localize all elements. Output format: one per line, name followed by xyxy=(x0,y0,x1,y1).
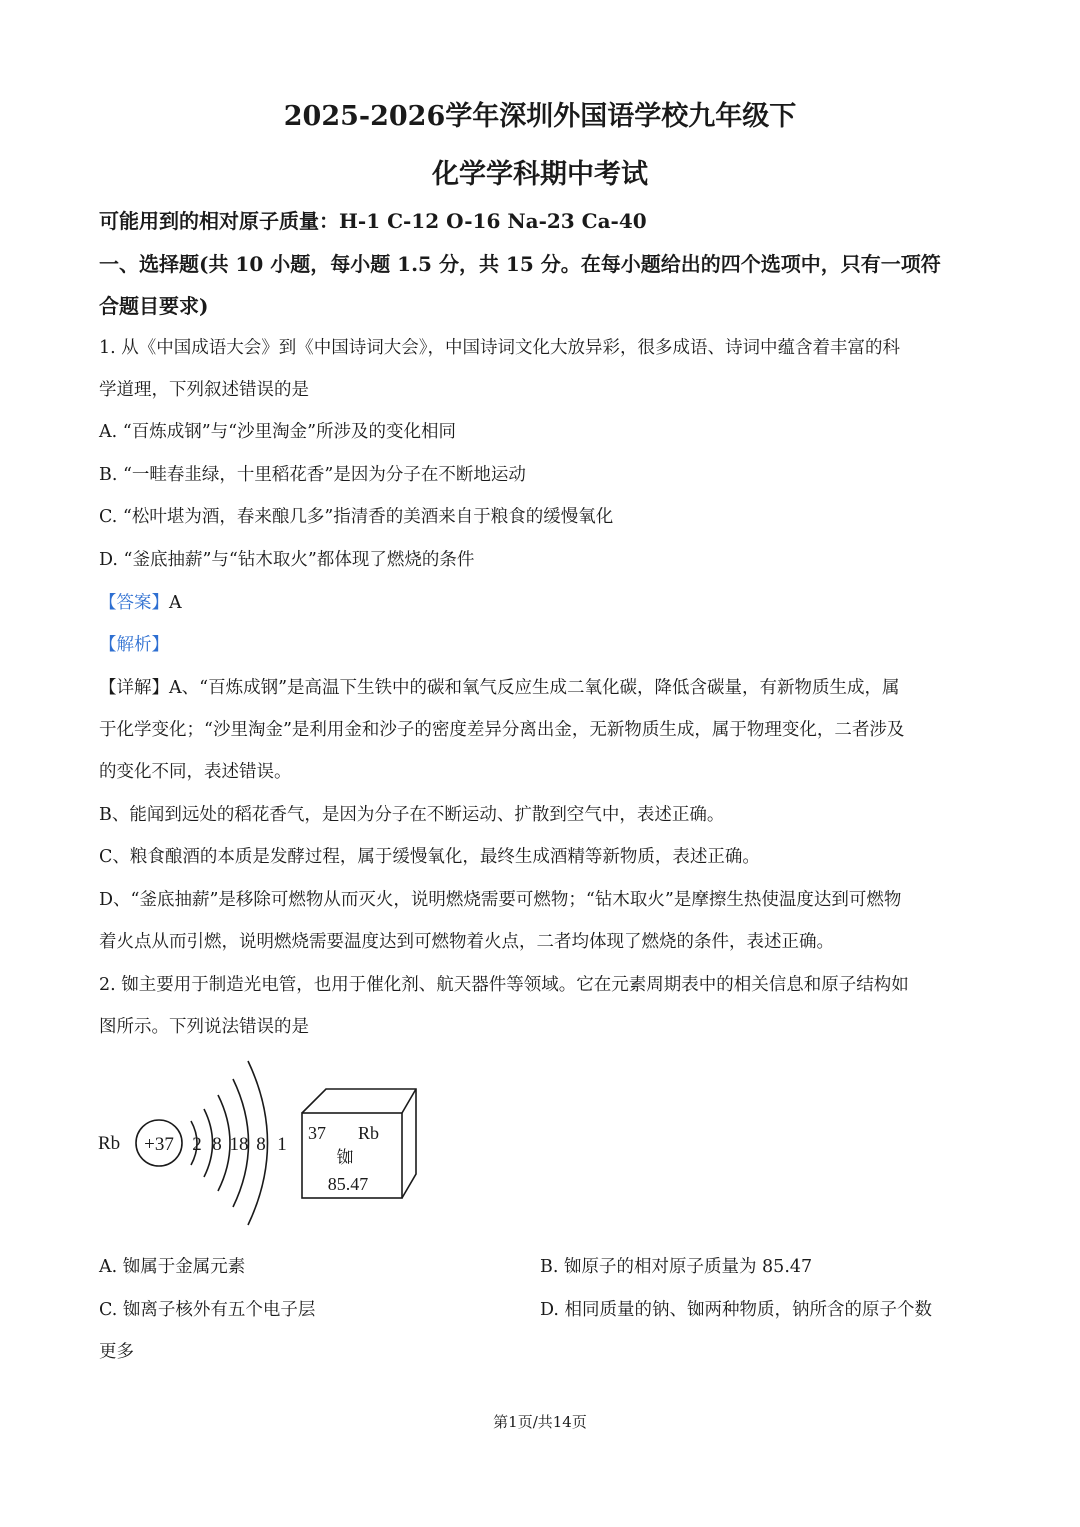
section-heading-line2: 合题目要求) xyxy=(99,294,209,318)
q1-option-c: C. “松叶堪为酒，春来酿几多”指清香的美酒来自于粮食的缓慢氧化 xyxy=(99,507,614,527)
q2-option-d-line2: 更多 xyxy=(99,1342,134,1362)
q2-option-c: C. 铷离子核外有五个电子层 xyxy=(99,1300,316,1320)
nucleus-charge: +37 xyxy=(144,1134,174,1155)
q1-detail-line2: 于化学变化；“沙里淘金”是利用金和沙子的密度差异分离出金，无新物质生成，属于物理变化，二者涉及 xyxy=(99,720,905,740)
q1-option-a: A. “百炼成钢”与“沙里淘金”所涉及的变化相同 xyxy=(99,422,457,442)
shell-count-5: 1 xyxy=(277,1134,287,1155)
element-mass: 85.47 xyxy=(327,1174,369,1194)
q1-option-b: B. “一畦春韭绿，十里稻花香”是因为分子在不断地运动 xyxy=(99,465,526,485)
atom-symbol-label: Rb xyxy=(98,1133,121,1154)
shell-count-1: 2 xyxy=(192,1134,202,1155)
answer-label: 【答案】 xyxy=(99,593,169,613)
q2-stem-line1: 2. 铷主要用于制造光电管，也用于催化剂、航天器件等领域。它在元素周期表中的相关信息和原子结构如 xyxy=(99,975,909,995)
detail-label: 【详解】 xyxy=(99,678,169,698)
q1-stem-line1: 1. 从《中国成语大会》到《中国诗词大会》，中国诗词文化大放异彩，很多成语、诗词中蕴含着丰富的科 xyxy=(99,338,901,358)
q2-stem-line2: 图所示。下列说法错误的是 xyxy=(99,1017,309,1037)
exam-title-line1: 2025-2026学年深圳外国语学校九年级下 xyxy=(283,101,797,132)
element-atomic-number: 37 xyxy=(308,1123,326,1143)
q2-option-a: A. 铷属于金属元素 xyxy=(99,1257,246,1277)
atomic-masses: 可能用到的相对原子质量：H-1 C-12 O-16 Na-23 Ca-40 xyxy=(99,209,647,233)
q1-answer xyxy=(99,589,182,614)
q1-option-d: D. “釜底抽薪”与“钻木取火”都体现了燃烧的条件 xyxy=(99,550,475,570)
q2-option-b: B. 铷原子的相对原子质量为 85.47 xyxy=(540,1257,813,1277)
exam-title-line2: 化学学科期中考试 xyxy=(432,159,648,190)
q1-stem-line2: 学道理，下列叙述错误的是 xyxy=(99,380,309,400)
shell-arc-2 xyxy=(204,1109,213,1177)
shell-count-3: 18 xyxy=(229,1134,249,1155)
answer-value: A xyxy=(169,593,182,613)
q1-detail-line3: 的变化不同，表述错误。 xyxy=(99,762,292,782)
q2-option-d-line1: D. 相同质量的钠、铷两种物质，钠所含的原子个数 xyxy=(540,1300,933,1320)
q1-detail-d1: D、“釜底抽薪”是移除可燃物从而灭火，说明燃烧需要可燃物；“钻木取火”是摩擦生热使温度达到可燃物 xyxy=(99,890,902,910)
section-heading-line1: 一、选择题(共 10 小题，每小题 1.5 分，共 15 分。在每小题给出的四个选项中，只有一项符 xyxy=(99,252,941,276)
rubidium-figure xyxy=(90,1045,430,1245)
detail-text: A、“百炼成钢”是高温下生铁中的碳和氧气反应生成二氧化碳，降低含碳量，有新物质生成，属 xyxy=(169,678,900,698)
element-name: 铷 xyxy=(336,1148,354,1167)
q1-detail-c: C、粮食酿酒的本质是发酵过程，属于缓慢氧化，最终生成酒精等新物质，表述正确。 xyxy=(99,847,760,867)
q1-detail-b: B、能闻到远处的稻花香气，是因为分子在不断运动、扩散到空气中，表述正确。 xyxy=(99,805,725,825)
q1-detail-line1 xyxy=(99,674,900,699)
analysis-label: 【解析】 xyxy=(99,635,169,655)
element-symbol: Rb xyxy=(358,1123,380,1143)
page-number: 第1页/共14页 xyxy=(493,1413,587,1431)
shell-count-2: 8 xyxy=(212,1134,222,1155)
q1-detail-d2: 着火点从而引燃，说明燃烧需要温度达到可燃物着火点，二者均体现了燃烧的条件，表述正确。 xyxy=(99,932,834,952)
shell-count-4: 8 xyxy=(256,1134,266,1155)
